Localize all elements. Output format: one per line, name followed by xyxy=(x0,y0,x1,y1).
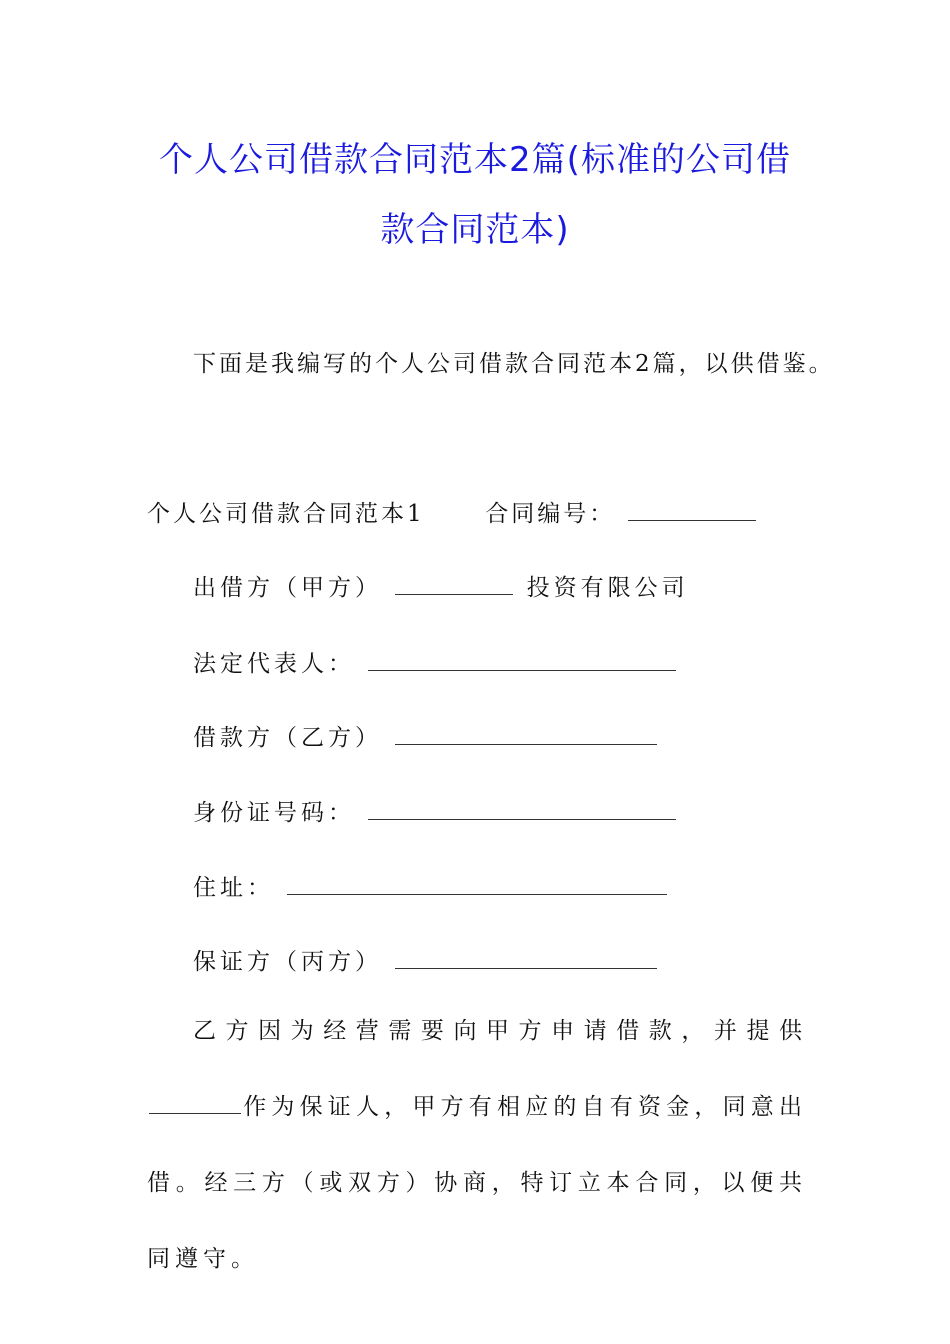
id-blank xyxy=(368,797,676,820)
document-title-line-2: 款合同范本) xyxy=(380,210,570,250)
contract-number-blank xyxy=(628,498,756,521)
id-row xyxy=(193,794,678,827)
contract-body-paragraph xyxy=(147,993,807,1297)
lender-blank xyxy=(395,572,513,595)
intro-text: 下面是我编写的个人公司借款合同范本2篇，以供借鉴。 xyxy=(193,351,835,377)
guarantor-label: 保证方（丙方） xyxy=(193,949,382,975)
guarantor-row xyxy=(193,943,659,976)
legal-rep-blank xyxy=(368,648,676,671)
address-blank xyxy=(287,872,667,895)
borrower-row xyxy=(193,719,659,752)
lender-suffix: 投资有限公司 xyxy=(526,575,689,601)
guarantor-name-blank xyxy=(149,1091,241,1114)
address-label: 住址： xyxy=(193,875,274,901)
body-text-part-1: 乙方因为经营需要向甲方申请借款，并提供 xyxy=(193,1018,807,1044)
contract-number-label: 合同编号： xyxy=(485,501,616,527)
borrower-label: 借款方（乙方） xyxy=(193,725,382,751)
id-label: 身份证号码： xyxy=(193,800,355,826)
address-row xyxy=(193,869,669,902)
lender-row xyxy=(193,569,689,602)
legal-rep-label: 法定代表人： xyxy=(193,651,355,677)
lender-label: 出借方（甲方） xyxy=(193,575,382,601)
guarantor-blank xyxy=(395,946,657,969)
contract-heading: 个人公司借款合同范本1 xyxy=(147,501,425,527)
contract-heading-row xyxy=(147,495,758,528)
body-text-part-2: 作为保证人，甲方有相应的自有资金，同意出借。经三方（或双方）协商，特订立本合同，以便共同遵守。 xyxy=(147,1094,807,1272)
document-title-line-1: 个人公司借款合同范本2篇(标准的公司借 xyxy=(159,140,791,180)
borrower-blank xyxy=(395,722,657,745)
legal-rep-row xyxy=(193,645,678,678)
